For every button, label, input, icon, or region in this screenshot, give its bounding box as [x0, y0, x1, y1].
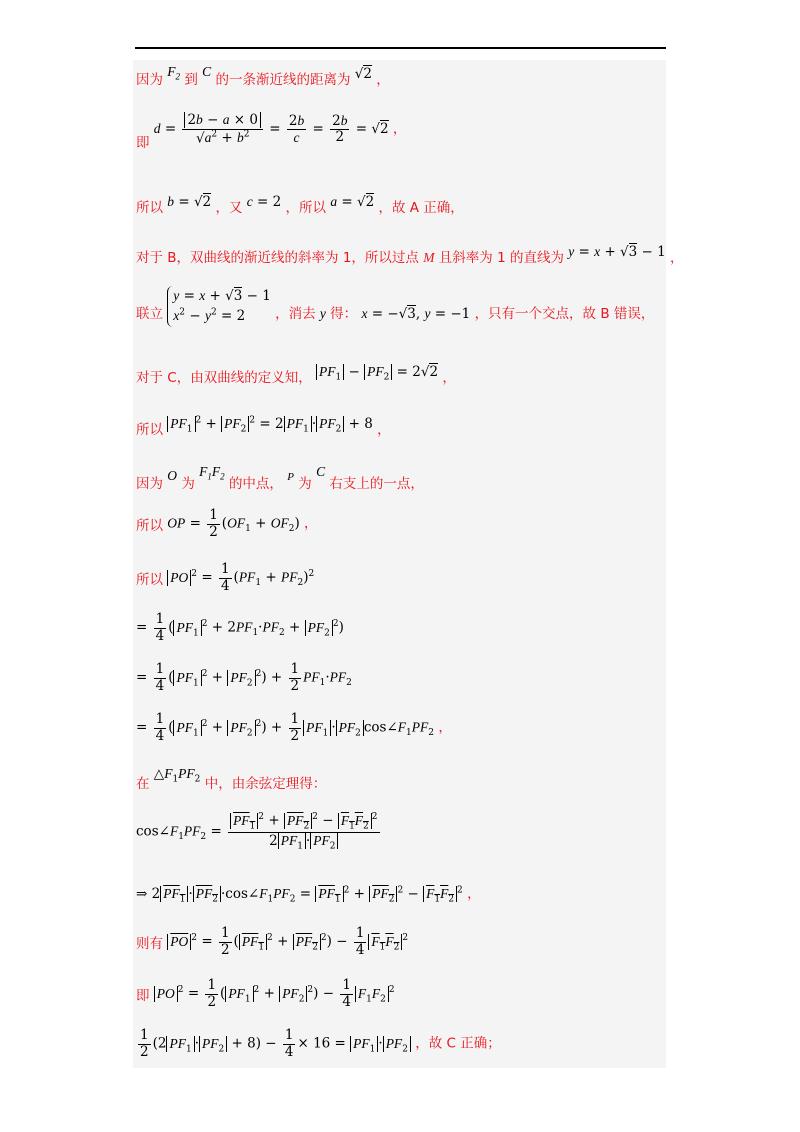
line-4: 对于 B，双曲线的渐近线的斜率为 1，所以过点 M 且斜率为 1 的直线为 y = x + √3 − 1 ，	[136, 244, 684, 266]
line-10: 所以 PO $^2$ = $\frac{1}{4}$ $(PF_1 + PF_2)^2$	[136, 561, 315, 594]
line-16: ⇒ 2 $PF_1 \cdot PF_2$ $\cdot\cos\angle F_1PF_2 = PF_1^2 + PF_2^2 - F_1F_2^2$ ，	[136, 885, 481, 905]
line-11: = $\frac{1}{4}$ ( $PF_1^2 + 2PF_1\cdot PF_2 + PF_2^2$)	[136, 611, 344, 644]
line-18: 即 PO $^2$ = $\frac{1}{2}$ ( $PF_1^2 + PF_2^2$) − $\frac{1}{4}$ $F_1F_2^2$	[136, 977, 395, 1010]
line-13: = $\frac{1}{4}$ ( $PF_1^2 + PF_2^2$) + $\frac{1}{2}$ $PF_1 \cdot PF_2$ $\cos\angle F_1PF_2$ ，	[136, 711, 452, 744]
line-5: 联立 y = x + √3 − 1 $x^2 - y^2 = 2$ ，消去 y 得： x = −√3, y = −1 ，只有一个交点，故 B 错误，	[136, 286, 654, 327]
line-3: 所以 b = √2 ，又 c = 2 ，所以 a = √2 ，故 A 正确，	[136, 194, 464, 216]
top-rule	[135, 47, 666, 49]
line-14: 在 $\triangle F_1PF_2$ 中，由余弦定理得：	[136, 766, 327, 792]
line-12: = $\frac{1}{4}$ ( $PF_1^2 + PF_2^2$) + $\frac{1}{2}$ $PF_1\cdot PF_2$	[136, 661, 352, 694]
line-6: 对于 C，由双曲线的定义知， $PF_1 - PF_2 = 2√2$ ，	[136, 364, 456, 386]
line-15: $\cos\angle F_1PF_2$ = $\frac{PF_1^2 + PF_2^2 - F_1F_2^2}{2 PF_1 \cdot PF_2}$	[136, 812, 378, 852]
line-19: $\frac{1}{2}$ (2 $PF_1 \cdot PF_2 + 8$) − $\frac{1}{4}$ × $16 = PF_1 \cdot PF_2$ ，故 C 正确；	[140, 1027, 501, 1060]
line-9: 所以 OP = $\frac{1}{2}$ $(OF_1 + OF_2)$ ，	[136, 507, 318, 540]
line-17: 则有 $\overline{PO}$ $^2$ = $\frac{1}{2}$ ( $PF_1^2 + PF_2^2$) − $\frac{1}{4}$ $F_1F_2^2$	[136, 925, 409, 958]
line-2: 即 d = $\frac{2b - a \times 0}{√a^2 + b^2}$ = $\frac{2b}{c}$ = $\frac{2b}{2}$ = √2 ，	[136, 112, 407, 151]
line-8: 因为 O 为 $F_1F_2$ 的中点， P 为 C 右支上的一点，	[136, 464, 424, 492]
line-7: 所以 $PF_1^2 + PF_2^2 = 2$ $PF_1 \cdot PF_2 + 8$ ，	[136, 415, 391, 438]
line-1: 因为 $F_2$ 到 C 的一条渐近线的距离为 √2 ，	[136, 64, 390, 88]
